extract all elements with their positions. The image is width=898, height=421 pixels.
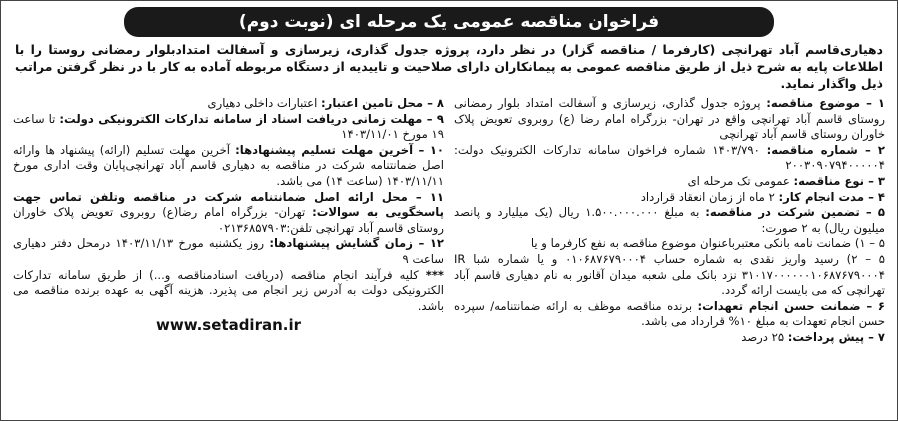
notice-item [454,174,885,190]
item-text: ۲۵ درصد [741,329,788,344]
notice-item [454,299,885,330]
item-label: ۱۱ – محل ارائه اصل ضمانتنامه شرکت در مناقصه وتلفن تماس جهت پاسخگویی به سوالات: [13,189,444,220]
item-label: ۸ – محل تامین اعتبار: [321,96,444,110]
notice-item [13,96,444,112]
left-column [13,96,444,346]
item-text: اعتبارات داخلی دهیاری [207,96,322,110]
notice-item [454,252,885,299]
notice-item [13,268,444,315]
item-text: برنده مناقصه موظف به ارائه ضمانتنامه/ سپرده حسن انجام تعهدات به مبلغ ۱۰% قرارداد می باشد. [454,298,885,329]
item-text: آخرین مهلت تسلیم (ارائه) پیشنهاد ها وارائه اصل ضمانتنامه شرکت در مناقصه به دهیاری قاسم آباد تهرانچی‌پایان وقت اداری مورخ ۱۴۰۳/۱۱/۱۱ (ساعت ۱۴) می باشد. [13,142,444,188]
website-link[interactable]: www.setadiran.ir [155,316,302,335]
item-text: عمومی تک مرحله ای [687,173,794,188]
item-text: پروژه جدول گذاری، زیرسازی و آسفالت امتداد بلوار رمضانی روستای قاسم آباد تهرانچی واقع در تهران- بزرگراه امام رضا (ع) روبروی تعویض پلاک خاوران روستای قاسم آباد تهرانچی [454,96,885,142]
notice-item [13,112,444,143]
notice-item [13,236,444,267]
item-label: ۱ – موضوع مناقصه: [766,96,885,110]
notice-item [13,190,444,237]
item-text: به مبلغ ۱.۵۰۰.۰۰۰.۰۰۰ ریال (یک میلیارد و پانصد میلیون ریال) به ۲ صورت: [454,205,885,235]
notice-item [454,190,885,206]
item-text: روز یکشنبه مورخ ۱۴۰۳/۱۱/۱۳ درمحل دفتر دهیاری ساعت ۹ [13,236,444,266]
item-text: ۲ ماه از زمان انعقاد قرارداد [640,189,779,204]
notice-title: فراخوان مناقصه عمومی یک مرحله ای (نوبت دوم) [124,7,774,37]
notice-columns [9,96,889,346]
notice-item [13,143,444,190]
item-label: ۹ – مهلت زمانی دریافت اسناد از سامانه تدارکات الکترونیکی دولت: [59,111,444,126]
item-label: ۶ – ضمانت حسن انجام تعهدات: [697,298,885,313]
item-label: ۱۰ – آخرین مهلت تسلیم پیشنهادها: [235,142,445,157]
right-column [454,96,885,346]
item-text: ۵ – ۱) ضمانت نامه بانکی معتبرباعنوان موضوع مناقصه به نفع کارفرما و یا [530,236,885,251]
item-text: ۵ – ۲) رسید واریز نقدی به شماره حساب ۰۱۰۶۸۷۶۷۹۰۰۰۴ و یا شماره شبا IR ۳۱۰۱۷۰۰۰۰۰۰۱۰۶۸۷۶۷۹۰۰۰۴ نزد بانک ملی شعبه میدان آقانور به نام دهیاری قاسم آباد تهرانچی که می بایست ارائه گردد. [454,251,885,298]
notice-item [454,205,885,236]
item-label: *** [425,267,444,282]
item-label: ۴ – مدت انجام کار: [778,189,885,204]
notice-item [454,330,885,346]
item-label: ۱۲ – زمان گشایش پیشنهادها: [269,236,445,251]
item-label: ۵ – تضمین شرکت در مناقصه: [705,205,885,220]
item-label: ۳ – نوع مناقصه: [793,173,885,188]
notice-item [454,236,885,252]
notice-intro: دهیاری‌قاسم آباد تهرانچی (کارفرما / مناقصه گزار) در نظر دارد، پروژه جدول گذاری، زیرسازی و آسفالت امتدادبلوار رمضانی روستا را با اطلاعات پایه به شرح ذیل از طریق مناقصه عمومی به پیمانکاران دارای صلاحیت و تاییدیه از دستگاه مربوطه آماده به کار با در نظر گرفتن مراتب ذیل واگذار نماید. [15,42,883,91]
item-text: تهران- بزرگراه امام رضا(ع) روبروی تعویض پلاک خاوران روستای قاسم آباد تهرانچی تلفن:۰۲۱۳۶۸۵۷۹۰۳ [13,205,444,235]
item-text: تا ساعت ۱۹ مورخ ۱۴۰۳/۱۱/۰۱ [13,111,444,142]
item-text: ۱۴۰۳/۷۹۰ شماره فراخوان سامانه تدارکات الکترونیک دولت: ۲۰۰۳۰۹۰۷۹۴۰۰۰۰۰۴ [454,142,885,173]
item-label: ۲ – شماره مناقصه: [766,142,885,157]
item-label: ۷ – پیش پرداخت: [787,329,885,344]
notice-item [454,96,885,143]
notice-item [454,143,885,174]
item-text: کلیه فرآیند انجام مناقصه (دریافت اسنادمناقصه و...) از طریق سامانه تدارکات الکترونیکی دولت به آدرس زیر انجام می پذیرد. هزینه آگهی به عهده برنده مناقصه می باشد. [13,267,444,313]
